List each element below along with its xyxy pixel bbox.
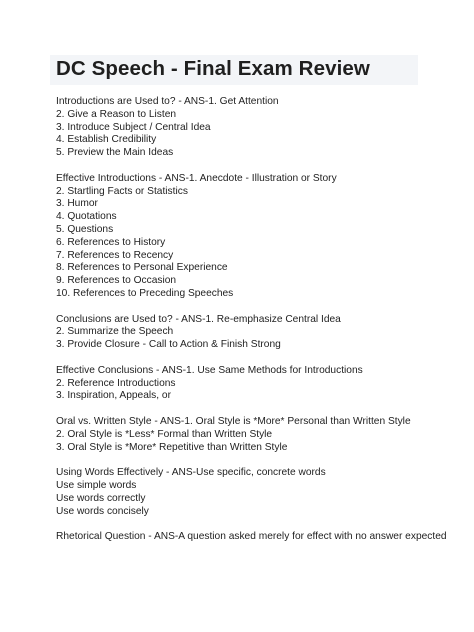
- answer-line: 3. Provide Closure - Call to Action & Finish Strong: [56, 339, 281, 351]
- section-conclusions: [56, 314, 436, 352]
- answer-line: 3. Oral Style is *More* Repetitive than Written Style: [56, 441, 288, 453]
- answer-line: 2. Oral Style is *Less* Formal than Written Style: [56, 428, 273, 440]
- question-line: Using Words Effectively - ANS-Use specific, concrete words: [56, 467, 326, 479]
- answer-line: 2. Startling Facts or Statistics: [56, 185, 188, 197]
- document-body: [56, 96, 447, 557]
- answer-line: Use words concisely: [56, 505, 149, 517]
- answer-line: Use words correctly: [56, 492, 146, 504]
- answer-line: 6. References to History: [56, 236, 166, 248]
- answer-line: 8. References to Personal Experience: [56, 262, 228, 274]
- answer-line: 5. Preview the Main Ideas: [56, 147, 174, 159]
- answer-line: 3. Introduce Subject / Central Idea: [56, 121, 211, 133]
- section-rhetorical-question: [56, 531, 447, 544]
- section-introductions: [56, 96, 436, 160]
- answer-line: 2. Give a Reason to Listen: [56, 108, 177, 120]
- question-line: Conclusions are Used to? - ANS-1. Re-emphasize Central Idea: [56, 313, 341, 325]
- question-line: Effective Conclusions - ANS-1. Use Same Methods for Introductions: [56, 364, 363, 376]
- page-title: DC Speech - Final Exam Review: [56, 57, 370, 80]
- section-oral-vs-written: [56, 416, 436, 454]
- question-line: Introductions are Used to? - ANS-1. Get Attention: [56, 96, 279, 107]
- answer-line: Use simple words: [56, 479, 137, 491]
- answer-line: 7. References to Recency: [56, 249, 174, 261]
- answer-line: 3. Inspiration, Appeals, or: [56, 390, 171, 402]
- question-line: Oral vs. Written Style - ANS-1. Oral Style is *More* Personal than Written Style: [56, 415, 411, 427]
- question-line: Effective Introductions - ANS-1. Anecdote - Illustration or Story: [56, 172, 337, 184]
- section-effective-conclusions: [56, 365, 436, 403]
- section-effective-introductions: [56, 173, 436, 301]
- answer-line: 5. Questions: [56, 223, 114, 235]
- question-line: Rhetorical Question - ANS-A question asked merely for effect with no answer expected: [56, 531, 447, 543]
- answer-line: 3. Humor: [56, 198, 98, 210]
- answer-line: 10. References to Preceding Speeches: [56, 287, 234, 299]
- answer-line: 2. Reference Introductions: [56, 377, 176, 389]
- answer-line: 9. References to Occasion: [56, 275, 177, 287]
- section-using-words: [56, 467, 436, 518]
- answer-line: 2. Summarize the Speech: [56, 326, 174, 338]
- answer-line: 4. Establish Credibility: [56, 134, 157, 146]
- answer-line: 4. Quotations: [56, 211, 117, 223]
